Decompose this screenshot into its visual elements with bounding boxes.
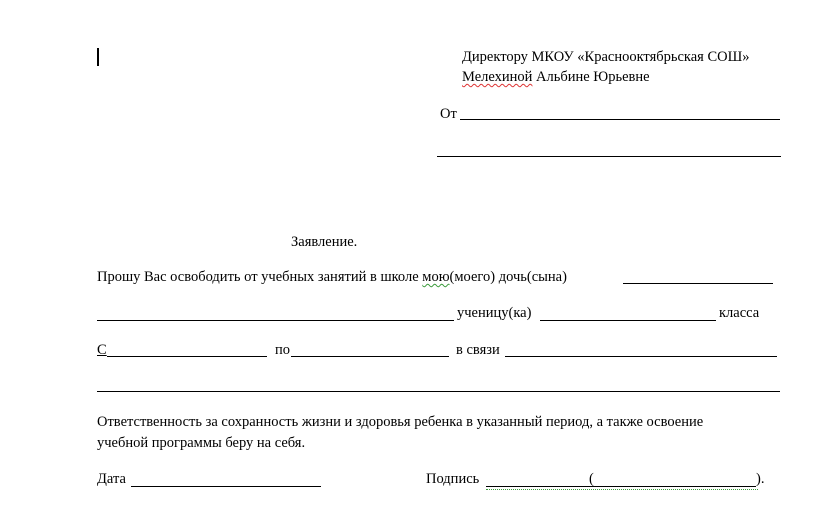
date-label: Дата	[97, 471, 126, 487]
signature-paren-close: ).	[756, 471, 765, 487]
request-line-1-prefix: Прошу Вас освободить от учебных занятий в школе	[97, 269, 423, 285]
class-label: класса	[719, 305, 760, 321]
date-field[interactable]	[131, 486, 321, 487]
signature-label: Подпись	[426, 471, 480, 487]
addressee-line-2	[462, 69, 650, 86]
class-field[interactable]	[540, 320, 716, 321]
from-date-label: С	[97, 342, 107, 358]
reason-label: в связи	[456, 342, 500, 358]
request-line-1	[97, 269, 567, 286]
child-name-field[interactable]	[623, 283, 773, 284]
student-label: ученицу(ка)	[457, 305, 532, 321]
signature-paren-open: (	[589, 471, 594, 487]
text-cursor	[97, 48, 99, 66]
from-label: От	[440, 106, 457, 122]
responsibility-text-2: учебной программы беру на себя.	[97, 435, 306, 451]
request-word-moyu: мою	[422, 269, 450, 285]
from-field-line-1[interactable]	[460, 119, 780, 120]
responsibility-text-1: Ответственность за сохранность жизни и здоровья ребенка в указанный период, а также освоение	[97, 414, 704, 430]
from-field-line-2[interactable]	[437, 156, 781, 157]
grammar-underline	[486, 489, 758, 490]
to-date-label: по	[275, 342, 291, 358]
from-date-field[interactable]	[107, 356, 267, 357]
document-title: Заявление.	[291, 234, 358, 250]
reason-field[interactable]	[505, 356, 777, 357]
addressee-line-1: Директору МКОУ «Краснооктябрьская СОШ»	[462, 49, 750, 65]
request-line-1-suffix: (моего) дочь(сына)	[449, 269, 567, 285]
addressee-surname: Мелехиной	[462, 69, 533, 85]
child-name-field-2[interactable]	[97, 320, 454, 321]
signature-field[interactable]	[486, 486, 756, 487]
to-date-field[interactable]	[291, 356, 449, 357]
reason-field-2[interactable]	[97, 391, 780, 392]
addressee-name: Альбине Юрьевне	[536, 69, 650, 85]
